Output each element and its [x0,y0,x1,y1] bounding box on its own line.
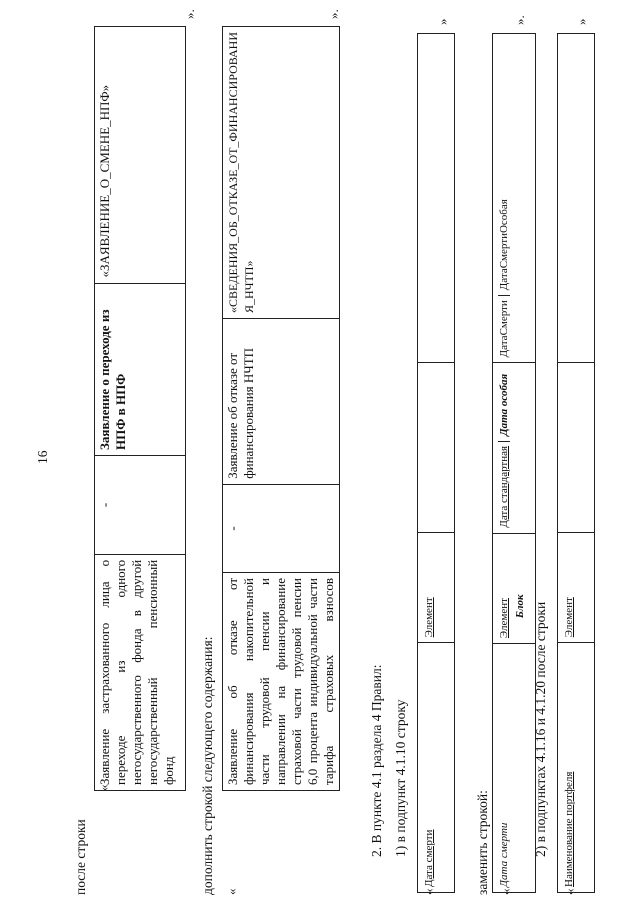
t1-col1-line: переходе из одного [113,559,128,785]
t4-col3-a: Дата стандартная [498,445,510,528]
open-quote-5: « [562,888,577,895]
open-quote-3: « [421,888,436,895]
t5-col3 [558,362,595,532]
table-row-2 [222,26,340,791]
table-row-3 [417,33,455,893]
t2-col1-line: части трудовой пенсии и [257,577,272,785]
close-quote-1: ». [182,9,197,19]
table-row-1 [94,26,186,791]
supplement-text: дополнить строкой следующего содержания: [200,636,215,895]
t5-col2 [558,532,595,643]
close-quote-3: » [435,18,450,25]
t1-col3 [95,283,186,455]
t4-col2-b: Блок [514,594,526,619]
t1-col4-text: «ЗАЯВЛЕНИЕ_О_СМЕНЕ_НПФ» [97,84,112,278]
t4-col1-text: Дата смерти [498,822,510,887]
item-1-text: 1) в подпункт 4.1.10 строку [393,699,408,857]
table-row-4 [492,33,536,893]
intro-after-text: после строки [73,819,88,895]
t4-col3-b: Дата особая [498,374,510,442]
close-quote-4: ». [512,15,527,25]
t1-col3-line: Заявление о переходе из [97,309,112,450]
t2-col3 [223,319,340,485]
t5-col4 [558,34,595,363]
t3-col3 [418,362,455,532]
open-quote-4: « [498,888,513,895]
t1-col1-line: фонд [161,756,176,785]
t1-col1-line: Заявление застрахованного лица о [97,559,112,785]
t1-col4 [95,27,186,284]
t1-col2 [95,455,186,554]
t2-col1-line: финансирования накопительной [241,577,256,785]
t5-col1-text: Наименование портфеля [563,771,575,887]
t2-col1-line: тарифа страховых взносов [321,577,336,785]
t5-col1 [558,643,595,893]
open-quote-2: « [224,888,239,895]
t1-col3-line: НПФ в НПФ [113,373,128,450]
t2-col2 [223,484,340,572]
t2-col4-line: «СВЕДЕНИЯ_ОБ_ОТКАЗЕ_ОТ_ФИНАНСИРОВАНИ [226,32,240,314]
t4-col2 [493,533,536,643]
item-2-text: 2) в подпунктах 4.1.16 и 4.1.20 после строки [533,601,548,857]
t4-col4 [493,34,536,363]
t1-col1-line: негосударственного фонда в другой [129,559,144,785]
t5-col2-text: Элемент [563,597,575,638]
t4-col4-a: ДатаСмерти [498,300,510,358]
t2-col1-line: Заявление об отказе от [225,577,240,785]
t2-col1 [223,572,340,790]
table-row-5 [557,33,595,893]
open-quote-1: « [96,784,111,791]
t4-col3 [493,363,536,533]
close-quote-2: ». [326,9,341,19]
t2-col3-line: Заявление об отказе от [225,352,240,479]
t2-col1-line: страховой части трудовой пенсии [289,577,304,785]
section-2-heading: 2. В пункте 4.1 раздела 4 Правил: [369,664,384,857]
t2-col3-line: финансирования НЧТП [241,347,256,479]
t3-col1 [418,643,455,893]
t2-col1-line: направлении на финансирование [273,577,288,785]
t4-col2-a: Элемент [498,598,510,639]
t3-col4 [418,34,455,363]
t1-col2-text: - [97,502,112,508]
t2-col4 [223,27,340,319]
t4-col4-b: ДатаСмертиОсобая [498,199,510,296]
t1-col1-line: негосударственный пенсионный [145,559,160,785]
page-number: 16 [35,450,50,464]
t3-col2-text: Элемент [423,597,435,638]
t2-col2-text: - [225,526,240,531]
t2-col4-line: Я_НЧТП» [242,260,256,314]
t3-col2 [418,532,455,643]
t1-col1 [95,554,186,790]
t3-col1-text: Дата смерти [423,829,435,887]
replace-text: заменить строкой: [475,790,490,895]
close-quote-5: » [574,18,589,25]
t2-col1-line: 6,0 процента индивидуальной части [305,577,320,785]
t4-col1 [493,644,536,893]
